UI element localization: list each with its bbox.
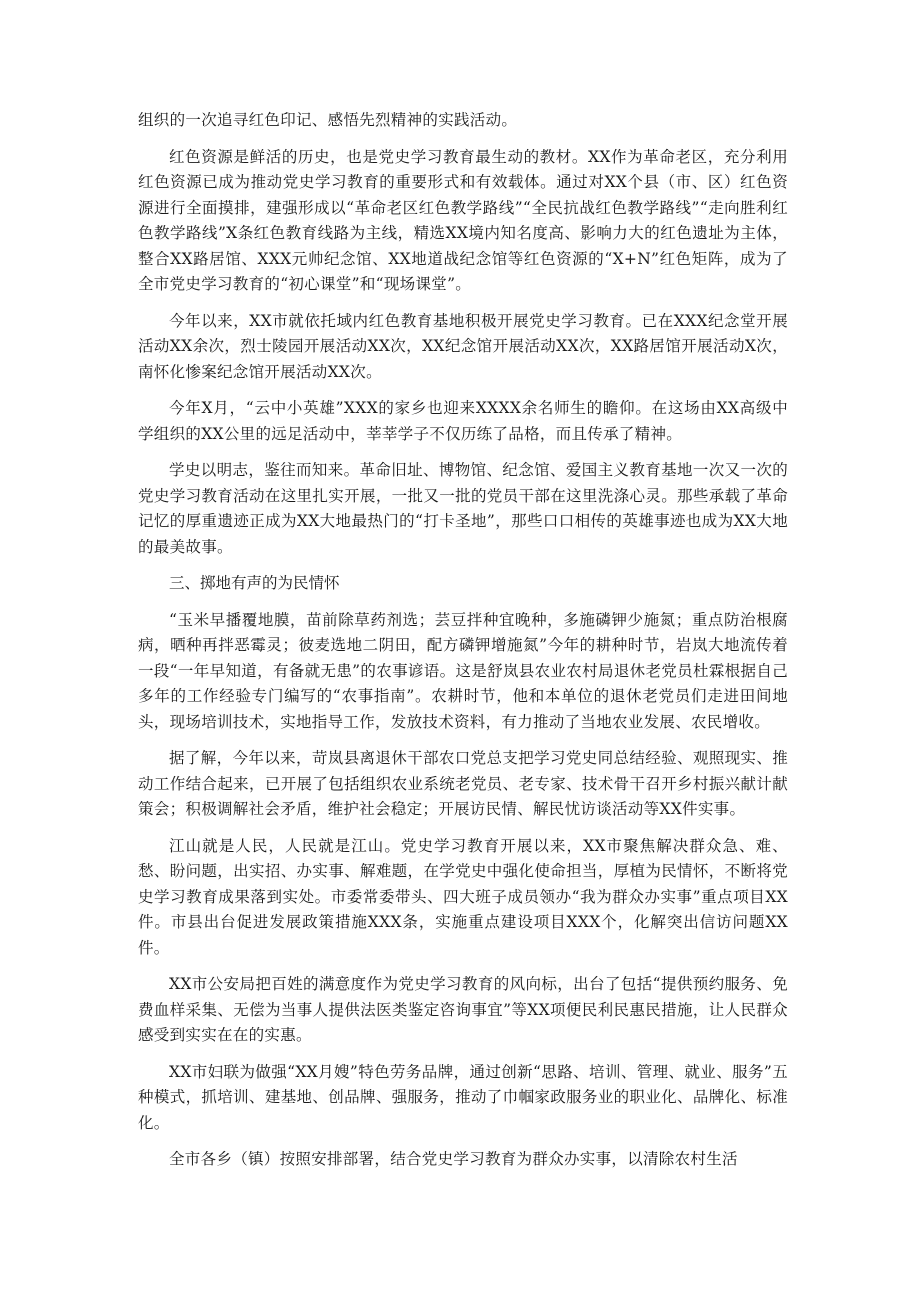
document-page — [138, 108, 788, 1184]
paragraph-retired-cadres: 据了解，今年以来，苛岚县离退休干部农口党总支把学习党史同总结经验、观照现实、推动工作结合起来，已开展了包括组织农业系统老党员、老专家、技术骨干召开乡村振兴献计献策会；积极调解社会矛盾，维护社会稳定；开展访民情、解民忧访谈活动等XX件实事。 — [138, 749, 788, 818]
paragraph-learn-history: 学史以明志，鉴往而知来。革命旧址、博物馆、纪念馆、爱国主义教育基地一次又一次的党史学习教育活动在这里扎实开展，一批又一批的党员干部在这里洗涤心灵。那些承载了革命记忆的厚重遗迹正成为XX大地最热门的“打卡圣地”，那些口口相传的英雄事迹也成为XX大地的最美故事。 — [138, 461, 788, 556]
paragraph-farming-guide: “玉米早播覆地膜，苗前除草药剂选；芸豆拌种宜晚种，多施磷钾少施氮；重点防治根腐病，晒种再拌恶霉灵；彼麦选地二阴田，配方磷钾增施氮”今年的耕种时节，岩岚大地流传着一段“一年早知道，有备就无患”的农事谚语。这是舒岚县农业农村局退休老党员杜霖根据自己多年的工作经验专门编写的“农事指南”。农耕时节，他和本单位的退休老党员们走进田间地头，现场培训技术，实地指导工作，发放技术资料，有力推动了当地农业发展、农民增收。 — [138, 610, 788, 731]
paragraph-towns: 全市各乡（镇）按照安排部署，结合党史学习教育为群众办实事，以清除农村生活 — [169, 1150, 738, 1168]
paragraph-red-resources: 红色资源是鲜活的历史，也是党史学习教育最生动的教材。XX作为革命老区，充分利用红色资源已成为推动党史学习教育的重要形式和有效载体。通过对XX个县（市、区）红色资源进行全面摸排，建强形成以“革命老区红色教学路线”“全民抗战红色教学路线”“走向胜利红色教学路线”X条红色教育线路为主线，精选XX境内知名度高、影响力大的红色遗址为主体，整合XX路居馆、XXX元帅纪念馆、XX地道战纪念馆等红色资源的“X+N”红色矩阵，成为了全市党史学习教育的“初心课堂”和“现场课堂”。 — [138, 147, 788, 293]
paragraph-young-hero: 今年X月，“云中小英雄”XXX的家乡也迎来XXXX余名师生的瞻仰。在这场由XX高级中学组织的XX公里的远足活动中，莘莘学子不仅历练了品格，而且传承了精神。 — [138, 399, 788, 443]
paragraph-womens-federation: XX市妇联为做强“XX月嫂”特色劳务品牌，通过创新“思路、培训、管理、就业、服务”五种模式，抓培训、建基地、创品牌、强服务，推动了巾帼家政服务业的职业化、品牌化、标准化。 — [138, 1062, 788, 1132]
paragraph-public-security: XX市公安局把百姓的满意度作为党史学习教育的风向标，出台了包括“提供预约服务、免费血样采集、无偿为当事人提供法医类鉴定咨询事宜”等XX项便民利民惠民措施，让人民群众感受到实实在在的实惠。 — [138, 975, 788, 1044]
paragraph-continuation: 组织的一次追寻红色印记、感悟先烈精神的实践活动。 — [138, 111, 518, 129]
section-heading: 三、掷地有声的为民情怀 — [169, 574, 340, 592]
paragraph-activities: 今年以来，XX市就依托域内红色教育基地积极开展党史学习教育。已在XXX纪念堂开展活动XX余次，烈士陵园开展活动XX次，XX纪念馆开展活动XX次，XX路居馆开展活动X次，南怀化惨案纪念馆开展活动XX次。 — [138, 311, 788, 381]
paragraph-people-country: 江山就是人民，人民就是江山。党史学习教育开展以来，XX市聚焦解决群众急、难、愁、盼问题，出实招、办实事、解难题，在学党史中强化使命担当，厚植为民情怀，不断将党史学习教育成果落到实处。市委常委带头、四大班子成员领办“我为群众办实事”重点项目XX件。市县出台促进发展政策措施XXX条，实施重点建设项目XXX个，化解突出信访问题XX件。 — [138, 836, 788, 957]
